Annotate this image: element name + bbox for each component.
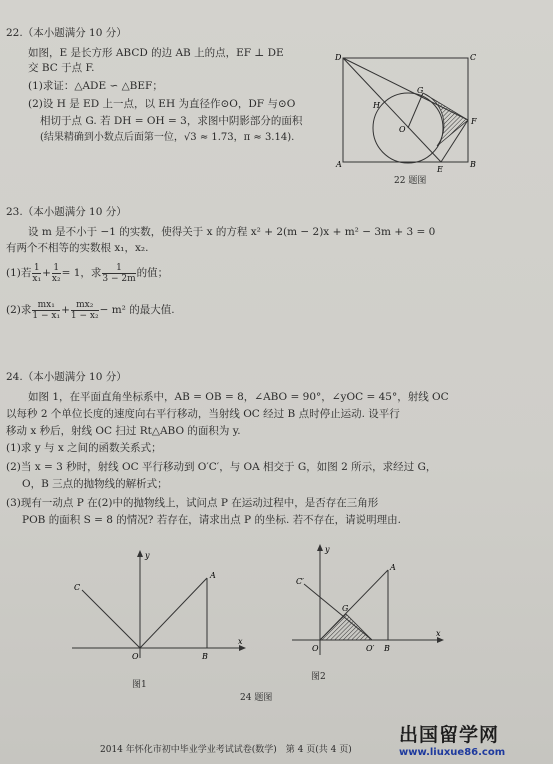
q22-part2b: 相切于点 G. 若 DH = OH = 3，求图中阴影部分的面积 xyxy=(40,115,303,127)
label-b: B xyxy=(470,160,476,169)
fig2-label-x: x xyxy=(436,629,441,638)
label-o: O xyxy=(399,125,406,134)
q24-header: 24.（本小题满分 10 分） xyxy=(6,371,127,383)
q24-part2b: O，B 三点的抛物线的解析式； xyxy=(22,478,168,490)
fig2-label-o-prime: O′ xyxy=(366,644,375,653)
page-footer: 2014 年怀化市初中毕业学业考试试卷(数学) 第 4 页(共 4 页) xyxy=(100,745,352,755)
fig2-shaded-region xyxy=(320,614,372,640)
q24-part3b: POB 的面积 S = 8 的情况? 若存在，请求出点 P 的坐标. 若不存在，请说明理由. xyxy=(22,514,401,526)
fig1-label-b: B xyxy=(202,652,208,661)
q22-part2a: (2)设 H 是 ED 上一点，以 EH 为直径作⊙O，DF 与⊙O xyxy=(28,98,296,110)
q24-fig1-caption: 图1 xyxy=(132,680,147,690)
label-c: C xyxy=(470,53,477,62)
watermark-url: www.liuxue86.com xyxy=(399,747,506,758)
label-e: E xyxy=(437,165,443,174)
label-h: H xyxy=(373,101,380,110)
q22-fig-caption: 22 题图 xyxy=(394,176,427,186)
q23-part2: (2)求 $\frac{\text{mx₁}}{\text{1 − x₁}}$ + $\frac{\text{mx₂}}{\text{1 − x₂}}$ − m² 的最大值. xyxy=(6,299,175,321)
q22-header: 22.（本小题满分 10 分） xyxy=(6,27,127,39)
q24-figure1 xyxy=(62,548,252,673)
q24-part3a: (3)现有一动点 P 在(2)中的抛物线上，试问点 P 在运动过程中，是否存在三角形 xyxy=(6,497,379,509)
fig2-label-b: B xyxy=(384,644,390,653)
q23-line2: 有两个不相等的实数根 x₁，x₂. xyxy=(6,242,149,254)
q24-line2: 以每秒 2 个单位长度的速度向右平行移动，当射线 OC 经过 B 点时停止运动. 设平行 xyxy=(6,408,400,420)
fig1-label-y: y xyxy=(145,551,150,560)
fig2-label-y: y xyxy=(325,545,330,554)
label-f: F xyxy=(471,117,477,126)
q22-part1: (1)求证：△ADE ∽ △BEF； xyxy=(28,80,163,92)
fig1-label-x: x xyxy=(238,637,243,646)
watermark-site-name: 出国留学网 xyxy=(399,724,500,746)
q22-line2: 交 BC 于点 F. xyxy=(28,62,95,74)
q23-line1: 设 m 是不小于 −1 的实数，使得关于 x 的方程 x² + 2(m − 2)x + m² − 3m + 3 = 0 xyxy=(28,226,436,238)
q24-line3: 移动 x 秒后，射线 OC 扫过 Rt△ABO 的面积为 y. xyxy=(6,425,241,437)
label-d: D xyxy=(335,53,342,62)
fig1-label-a: A xyxy=(210,571,216,580)
fig1-label-o: O xyxy=(132,652,139,661)
q24-line1: 如图 1，在平面直角坐标系中，AB = OB = 8，∠ABO = 90°，∠yOC = 45°，射线 OC xyxy=(28,391,449,403)
q22-part2c: (结果精确到小数点后面第一位，√3 ≈ 1.73，π ≈ 3.14). xyxy=(40,132,295,143)
site-watermark xyxy=(399,720,549,760)
q24-part2a: (2)当 x = 3 秒时，射线 OC 平行移动到 O′C′，与 OA 相交于 G，如图 2 所示，求经过 G， xyxy=(6,461,437,473)
label-g: G xyxy=(417,86,424,95)
fig2-label-c1: C′ xyxy=(296,577,304,586)
fig2-label-a: A xyxy=(390,563,396,572)
q22-figure xyxy=(333,48,483,188)
fig2-label-o: O xyxy=(312,644,319,653)
q22-line1: 如图，E 是长方形 ABCD 的边 AB 上的点，EF ⊥ DE xyxy=(28,47,284,59)
q24-part1: (1)求 y 与 x 之间的函数关系式； xyxy=(6,442,162,454)
q24-figs-caption: 24 题图 xyxy=(240,693,273,703)
q23-header: 23.（本小题满分 10 分） xyxy=(6,206,127,218)
q23-part1: (1)若 $\frac{1}{\text{x₁}}$ + $\frac{1}{\text{x₂}}$ = 1，求 $\frac{1}{3 - 2m}$ 的值； xyxy=(6,262,169,284)
fig1-label-c: C xyxy=(74,583,81,592)
label-a: A xyxy=(336,160,342,169)
q24-figure2 xyxy=(290,540,450,665)
q24-fig2-caption: 图2 xyxy=(311,672,326,682)
fig2-label-g: G xyxy=(342,604,349,613)
